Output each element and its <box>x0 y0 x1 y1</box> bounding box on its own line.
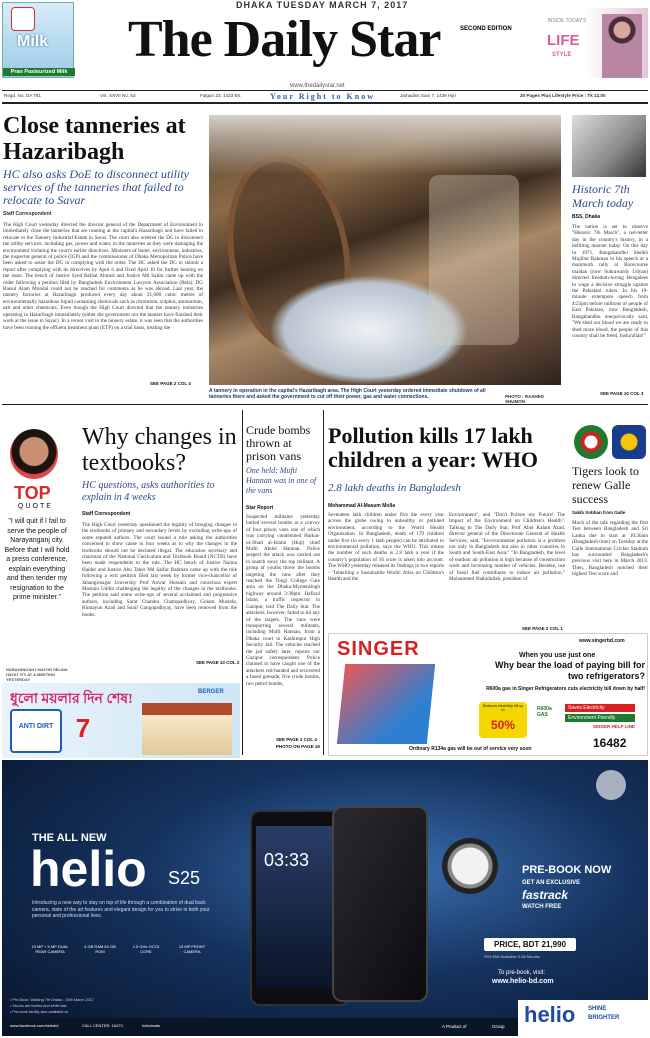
years-badge: 7 <box>75 713 91 743</box>
support-handle[interactable]: helioleads <box>142 1023 161 1028</box>
prebook-label: PRE-BOOK NOW <box>522 864 612 876</box>
lifestyle-sub: STYLE <box>552 52 572 58</box>
helio-model: S25 <box>168 868 201 888</box>
galle-headline[interactable]: Tigers look to renew Galle success <box>572 464 639 506</box>
page-price: 20 Pages Plus Lifestyle Price : Tk 12.00 <box>520 93 606 98</box>
photo-credit: PHOTO : RASHED SHUMON <box>505 394 544 404</box>
phone-back <box>332 806 428 1002</box>
lifestyle-name: LIFE <box>547 32 580 49</box>
gas-label: R600a GAS <box>537 706 552 718</box>
helio-spec-camera: 13 MP + 5 MP DUAL REAR CAMERA <box>31 944 69 954</box>
issue-date: DHAKA TUESDAY MARCH 7, 2017 <box>236 0 409 10</box>
berger-brand: BERGER <box>198 689 224 695</box>
refrigerator-image <box>337 664 435 744</box>
helio-footer-logo: helio <box>524 1002 576 1027</box>
house-illustration <box>142 703 232 755</box>
phone-clock: 03:33 <box>264 850 310 870</box>
singer-ad[interactable] <box>328 633 648 756</box>
textbooks-subhead: HC questions, asks authorities to explain in 4 weeks <box>82 480 215 503</box>
singer-line1: When you use just one <box>519 652 596 659</box>
lifestyle-ad[interactable] <box>542 8 648 78</box>
milk-ad <box>2 2 74 78</box>
tannery-photo <box>209 115 561 385</box>
bombs-continued[interactable]: SEE PAGE 2 COL 4 <box>276 737 317 742</box>
photo-caption: A tannery in operation in the capital's Hazaribagh area. The High Court yesterday ordered immediate shutdown of all tanneries there and asked the government to cut off their power, gas and water connections. <box>209 388 486 400</box>
group-label: Group <box>492 1024 505 1029</box>
quote-text: "I will quit if I fail to serve the people of Narayanganj city. Before that I will hold a press conference, explain everything and then tender my resignation to the prime minister." <box>4 518 70 601</box>
pollution-body-col1: Seventeen lakh children under five die every year across the globe owing to unhealthy or polluted environment, according to the World Health Organisation. In Bangladesh, death of 179 children under five (in every 1 lakh people) can be attributed to environmental pollution, says the WHO. This means the number of such deaths is 2.8 lakh a year if the country's population of 16 crore is taken into account. The WHO yesterday released its findings in two reports - "Inheriting a Sustainable World: Atlas on Children's Health and the <box>328 512 444 583</box>
lead-continued[interactable]: SEE PAGE 2 COL 4 <box>150 381 191 386</box>
lifestyle-top: INSIDE TODAY'S <box>547 18 587 24</box>
bombs-headline[interactable]: Crude bombs thrown at prison vans <box>246 423 311 463</box>
bombs-subhead: One held; Mufti Hannan was in one of the vans <box>246 466 317 495</box>
pollution-continued[interactable]: SEE PAGE 2 COL 1 <box>522 626 563 631</box>
singer-headline: Why bear the load of paying bill for two refrigerators? <box>494 660 645 681</box>
bombs-photo-ref[interactable]: PHOTO ON PAGE 16 <box>276 744 320 749</box>
pollution-subhead: 2.8 lakh deaths in Bangladesh <box>328 482 461 494</box>
singer-logo: SINGER <box>337 638 420 660</box>
helio-spec-ram: 4 GB RAM 64 GB ROM <box>84 944 116 954</box>
textbooks-byline: Staff Correspondent <box>82 511 131 517</box>
helio-desc: Introducing a new way to stay on top of life through a combination of dual back camera, state of the art features and elegant design for you to strive in both your personal and professional lives. <box>32 900 210 919</box>
slogan-shine: SHINE <box>588 1006 607 1012</box>
dhulo-headline: ধুলো ময়লার দিন শেষ! <box>10 692 133 707</box>
berger-ad[interactable] <box>2 683 240 758</box>
reg-number: Regd. No. DA 781 <box>4 93 42 98</box>
cricket-logos <box>572 425 648 461</box>
fine-print-2: • Stocks are limited and while last <box>10 1004 67 1008</box>
helio-spec-front: 13 MP FRONT CAMERA <box>178 944 206 954</box>
slc-logo-icon <box>612 425 646 459</box>
singer-website[interactable]: www.singerbd.com <box>579 638 625 644</box>
galle-body: Much of the talk regarding the first Test between Bangladesh and Sri Lanka due to start at 10:30am (Bangladesh time) on Tuesday at the Galle International Cricket Stadium has surrounded Bangladesh's previous visit here in March 2013. Then, Bangladesh notched their highest Test score and <box>572 520 648 578</box>
pollution-headline[interactable]: Pollution kills 17 lakh children a year: WHO <box>328 423 539 472</box>
section-rule-1 <box>2 404 648 405</box>
prebook-visit-label: To pre-book, visit: <box>498 970 546 976</box>
bangabandhu-photo <box>572 115 646 177</box>
textbooks-continued[interactable]: SEE PAGE 10 COL 2 <box>196 660 240 665</box>
savings-badge-text: Reduces electricity bill up to <box>482 704 524 712</box>
helio-spec-cpu: 1.5 GHz OCTA CORE <box>132 944 160 954</box>
volume: Vol. XXVII No. 53 <box>100 93 136 98</box>
bcb-logo-icon <box>574 425 608 459</box>
newspaper-title[interactable]: The Daily Star <box>128 11 441 68</box>
fine-print-1: • Pre-Book: Walking 7th Dhaka - 15th March 2017 <box>10 998 94 1002</box>
product-of: A Product of <box>442 1024 467 1029</box>
history-body: The nation is set to observe "Historic 7th March", a red-letter day in the country's history, in a befitting manner today. On this day in 1971, Bangabandhu Sheikh Mujibur Rahman in his speech at a mammoth rally at Racecourse maidan (now Suhrawardy Udyan) directed freedom-loving Bengalees to wage a decisive struggle against the Pakistani rulers. In his 19-minute extempore speech from 4:23pm before millions of people of East Pakistan, now Bangladesh, Bangabandhu unequivocally said, "We shed our blood we are ready to shed more blood, the people of this country shall be freed, Insha'allah!" <box>572 224 648 339</box>
textbooks-body: The High Court yesterday questioned the legality of bringing changes in the textbooks of primary and secondary levels by excluding write-ups of some reputed authors. The court issued a rule asking the authorities concerned to show cause in four weeks as to why the changes in the textbooks should not be declared illegal. The education secretary and chairman of the National Curriculum and Textbook Board (NCTB) have been made respondents to the rule. The HC bench of Justice Naima Haider and Justice Abu Taher Md Saifur Rahman came up with the rule following a writ petition filed last week by former vice-chancellor of Jahangirnagar University Prof Anwar Hossain and conscious expert Mostain Uddin challenging the legality of the changes in the textbooks. The petition said some write-ups of several acclaimed and progressive authors, including Sarat Chandra Chattopadhyay, Golam Mustafa, Humayun Azad and Sunil Gangopadhyay, have been removed from the books. <box>82 522 237 618</box>
tag-saves-electricity: Saves Electricity <box>565 704 635 712</box>
top-quote-box <box>2 425 72 695</box>
col-divider-1 <box>242 410 243 755</box>
milk-tagline: Pran Pasteurized Milk <box>3 68 75 76</box>
savings-badge-value: 50% <box>490 718 516 732</box>
quote-label-bottom: QUOTE <box>18 503 53 510</box>
singer-helpline[interactable]: 16482 <box>593 736 627 750</box>
masthead-rule-bottom <box>2 102 648 104</box>
call-centre[interactable]: CALL CENTER: 16473 <box>82 1023 123 1028</box>
quote-attribution: NARAYANGANJ MAYOR SELINA HAYAT IVY AT A MEETING YESTERDAY <box>6 667 68 682</box>
tag-environment: Environment Friendly <box>565 714 635 722</box>
mayor-photo <box>10 429 58 479</box>
fine-print-3: • Pre-book facility also available at <box>10 1010 68 1014</box>
history-continued[interactable]: SEE PAGE 10 COL 3 <box>600 391 644 396</box>
bombs-body: Suspected militants yesterday hurled several bombs at a convoy of four prison vans one of which was carrying condemned Harkat-ul-Jihad al-Islami (Huji) chief Mufti Abdul Hannan. Police suspect the attack was carried out to snatch away the top militant. A group of youths threw the bombs targeting the vans after they reached the Tongi College Gate area on the Dhaka-Mymensingh highway around 3:30pm. Hafizul Islam, a traffic inspector in Gazipur, told The Daily Star. The attackers, however, failed to hit any of the targets. The vans were transporting several militants, including Mufti Hannan, from a Dhaka court to Kashimpur High Security Jail. The vehicles reached the jail safely later, reports our Gazipur correspondent. Police claimed to have caught one of the attackers red-handed and recovered a fused grenade, five crude bombs, two petrol bombs, <box>246 514 320 687</box>
history-headline[interactable]: Historic 7th March today <box>572 182 634 210</box>
bombs-byline: Star Report <box>246 505 274 511</box>
lead-subhead: HC also asks DoE to disconnect utility services of the tanneries that failed to relocate to Savar <box>3 167 189 207</box>
col-divider-2 <box>323 410 324 755</box>
pollution-body-col2: Environment", and "Don't Pollute my Future! The Impact of the Environment on Children's Health". Talking to The Daily Star, Prof Abul Kalam Azad, director general of the Directorate General of Health Services, said, "Environmental pollution is a problem not only in Bangladesh but also in other countries in South and South-East Asia." "In Bangladesh, the level of outdoor air pollution is high because of construction work and increasing number of vehicles. Besides, use of fossil fuel contributes to indoor air pollution." Mohammed Shahidullah, president of <box>449 512 565 583</box>
singer-sub: R600a gas in Singer Refrigerators cuts electricity bill down by half! <box>486 686 645 692</box>
slogan-brighter: BRIGHTER <box>588 1015 620 1021</box>
helio-ad[interactable] <box>2 760 648 1036</box>
helio-brand: helio <box>30 841 147 897</box>
price-badge: PRICE, BDT 21,990 <box>484 938 576 951</box>
watch-free-label: WATCH FREE <box>522 904 562 910</box>
milk-pack-icon <box>11 7 35 31</box>
milk-brand: Milk <box>17 33 49 50</box>
watch-image <box>442 838 498 894</box>
website-link[interactable]: www.thedailystar.net <box>290 83 345 89</box>
lead-headline[interactable]: Close tanneries at Hazaribagh <box>3 113 186 165</box>
prebook-url[interactable]: www.helio-bd.com <box>492 978 554 985</box>
lead-body: The High Court yesterday directed the director general of the Department of Environment to immediately close the tanneries that are running at the capital's Hazaribagh and have failed to relocate to the Tannery Industrial Estate in Savar. The court also ordered the DG to disconnect the utility services, including gas, power and water, to the tanneries as they were damaging the environment violating the court's earlier directives. Ministers of home, environment, industries, the inspector general of police (IGP) and the commissioner of Dhaka Metropolitan Police have been asked to assist the DG in complying with the order. The HC asked the DG to submit a report after complying with its directives by April 6 and fixed April 10 for further hearing on the issue. The bench of Justice Syed Refaat Ahmed and Justice Md Salim came up with the order following a petition filed by Bangladesh Environment Lawyers Association (Bela). DG Raisul Alam Mondal could not be reached for comments as he was abroad. Last year, the tannery factories at Hazaribagh produced every day about 21,600 cubic metres of environmentally hazardous liquid containing chemicals such as chromium, sulphur, ammonium, salt and other chemicals. Even though the High Court directed that the tannery industries operating in Hazaribagh immediately (either the government nor the tanners have finished their work at the issue in Savar). In a recent visit to the tannery estate, it was seen that the authorities have been running the effluent treatment plant (ETP) on a trial basis, treating the <box>3 222 203 331</box>
pollution-byline: Mohammad Al-Masum Molla <box>328 503 396 509</box>
singer-footer: Ordinary R134a gas will be out of service very soon <box>409 746 532 752</box>
fastrack-logo: fastrack <box>522 888 569 902</box>
model-photo <box>602 14 642 78</box>
galle-byline: Sakib Sobhan from Galle <box>572 510 626 515</box>
exclusive-label: GET AN EXCLUSIVE <box>522 880 581 886</box>
helio-label: THE ALL NEW <box>32 832 107 844</box>
helio-corner-logo-icon <box>596 770 626 800</box>
history-byline: BSS, Dhaka <box>572 214 601 220</box>
lead-byline: Staff Correspondent <box>3 211 52 217</box>
singer-helpline-label: SINGER HELP LINE <box>593 724 635 729</box>
anti-dirt-label: ANTI DIRT <box>18 723 54 730</box>
facebook-link[interactable]: www.facebook.com/heliobd <box>10 1023 59 1028</box>
bengali-date: Falgun 23, 1423 BS <box>200 93 241 98</box>
quote-label-top: TOP <box>14 483 51 503</box>
slogan: Your Right to Know <box>270 92 375 101</box>
emi-note: *0% EMI Available 0-36 Months <box>484 954 540 959</box>
paint-bucket-icon <box>10 709 62 753</box>
edition-label: SECOND EDITION <box>460 26 512 32</box>
masthead-rule-top <box>2 90 648 91</box>
hijri-date: Jamadius Sani 7, 1438 Hijri <box>400 93 456 98</box>
textbooks-headline[interactable]: Why changes in textbooks? <box>82 424 237 476</box>
